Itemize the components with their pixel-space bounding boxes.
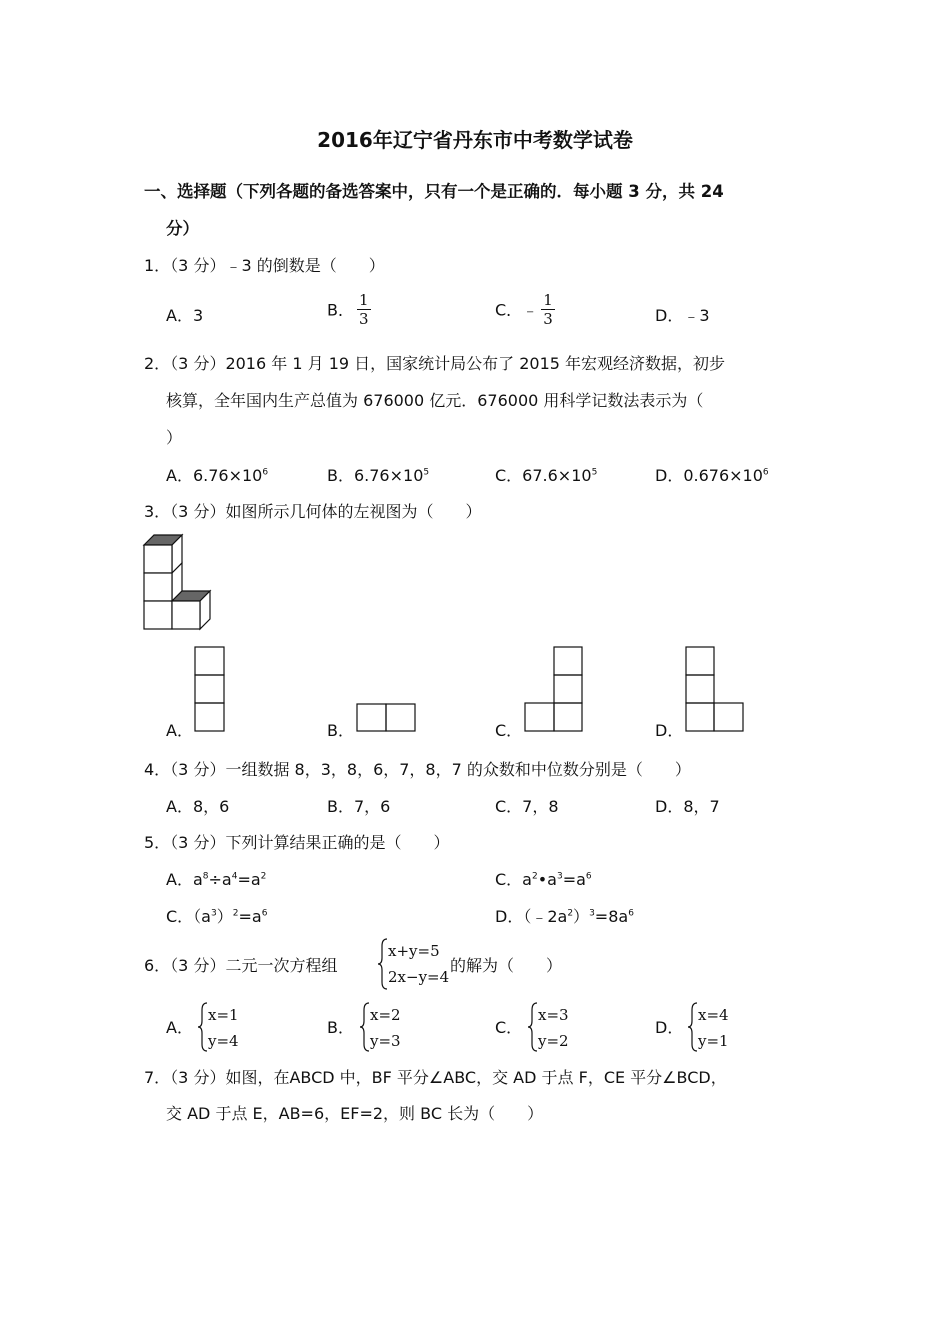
q6-option-d-label: D． (655, 1018, 684, 1037)
q4-option-b: B．7，6 (327, 797, 391, 816)
brace-icon (378, 938, 388, 990)
exponent: 2 (531, 871, 538, 882)
q6-system (378, 938, 449, 990)
exponent: 3 (556, 871, 563, 882)
equation-2: y=3 (370, 1032, 401, 1050)
exponent: 2 (567, 908, 574, 919)
brace-icon (688, 1002, 698, 1052)
equation-2: 2x−y=4 (388, 968, 450, 986)
q5-stem: 5．（3 分）下列计算结果正确的是（ ） (144, 833, 450, 852)
exponent: 6 (762, 467, 769, 478)
q6-option-a-system (198, 1002, 239, 1054)
equation-1: x=4 (698, 1006, 729, 1024)
q3-option-d-label: D． (655, 721, 684, 740)
text: =a (237, 870, 261, 889)
text: C．a (495, 870, 532, 889)
section-heading-cont: 分） (166, 219, 199, 238)
exponent: 2 (232, 908, 239, 919)
equation-system (688, 1002, 729, 1054)
q6-option-c-label: C． (495, 1018, 523, 1037)
q1-option-b (327, 293, 371, 327)
q3-solid-figure (144, 535, 214, 633)
q6-option-a-label: A． (166, 1018, 193, 1037)
q2-stem-line1: 2．（3 分）2016 年 1 月 19 日，国家统计局公布了 2015 年宏观经济数据，初步 (144, 354, 726, 373)
equation-1: x+y=5 (388, 942, 440, 960)
q1-option-a: A．3 (166, 306, 204, 325)
q1-option-b-fraction (357, 293, 371, 327)
q3-option-c-label: C． (495, 721, 523, 740)
text: C．（a (166, 907, 211, 926)
exponent: 4 (231, 871, 238, 882)
q2-option-d (655, 466, 769, 485)
q1-option-c-fraction (541, 293, 555, 327)
q1-option-b-label: B． (327, 300, 354, 320)
section-heading: 一、选择题（下列各题的备选答案中，只有一个是正确的．每小题 3 分，共 24 (144, 182, 724, 201)
q6-option-d-system (688, 1002, 729, 1054)
exponent: 6 (628, 908, 634, 919)
equation-system (360, 1002, 401, 1054)
equation-1: x=3 (538, 1006, 569, 1024)
text: ） (573, 907, 590, 926)
equation-system (528, 1002, 569, 1054)
exponent: 5 (591, 467, 598, 478)
text: =8a (594, 907, 629, 926)
text: A．a (166, 870, 203, 889)
q6-stem-post: 的解为（ ） (450, 956, 563, 975)
text: •a (537, 870, 557, 889)
q1-option-d: D．﹣3 (655, 306, 710, 325)
q2-option-c-text: C．67.6×10 (495, 466, 592, 485)
q5-option-a (166, 870, 266, 889)
q2-option-d-text: D．0.676×10 (655, 466, 763, 485)
q3-option-a-label: A． (166, 721, 193, 740)
q5-option-d (495, 907, 634, 926)
exponent: 6 (585, 871, 592, 882)
equation-1: x=1 (208, 1006, 239, 1024)
q5-option-b (495, 870, 592, 889)
q2-option-b (327, 466, 429, 485)
brace-icon (360, 1002, 370, 1052)
q2-option-c (495, 466, 597, 485)
brace-icon (198, 1002, 208, 1052)
denominator: 3 (543, 310, 553, 328)
q2-stem-line3: ） (166, 428, 183, 447)
q6-option-b-label: B． (327, 1018, 354, 1037)
numerator: 1 (358, 291, 369, 309)
page-title: 2016年辽宁省丹东市中考数学试卷 (317, 128, 633, 152)
text: =a (238, 907, 262, 926)
q7-stem-line1: 7．（3 分）如图，在ABCD 中，BF 平分∠ABC，交 AD 于点 F，CE 平分∠BCD， (144, 1068, 727, 1087)
text: D．（﹣2a (495, 907, 568, 926)
denominator: 3 (358, 310, 369, 328)
text: ） (216, 907, 233, 926)
exponent: 8 (202, 871, 209, 882)
q3-option-d-figure (686, 647, 746, 732)
exponent: 6 (262, 467, 269, 478)
q3-stem: 3．（3 分）如图所示几何体的左视图为（ ） (144, 502, 482, 521)
exponent: 6 (261, 908, 268, 919)
q1-option-c-label: C．﹣ (495, 300, 539, 320)
exponent: 5 (423, 467, 430, 478)
exponent: 3 (210, 908, 217, 919)
q2-option-a (166, 466, 268, 485)
equation-2: y=4 (208, 1032, 239, 1050)
q4-option-c: C．7，8 (495, 797, 559, 816)
q1-stem: 1．（3 分）﹣3 的倒数是（ ） (144, 256, 385, 275)
q4-option-a: A．8，6 (166, 797, 230, 816)
q6-option-b-system (360, 1002, 401, 1054)
equation-1: x=2 (370, 1006, 401, 1024)
q1-option-c (495, 293, 555, 327)
exponent: 2 (260, 871, 267, 882)
text: =a (562, 870, 586, 889)
q4-stem: 4．（3 分）一组数据 8，3，8，6，7，8，7 的众数和中位数分别是（ ） (144, 760, 691, 779)
numerator: 1 (543, 291, 553, 309)
exponent: 3 (589, 908, 595, 919)
q6-option-c-system (528, 1002, 569, 1054)
q5-option-c (166, 907, 267, 926)
q2-option-a-text: A．6.76×10 (166, 466, 263, 485)
q3-option-b-figure (357, 704, 417, 733)
q4-option-d: D．8，7 (655, 797, 720, 816)
equation-2: y=2 (538, 1032, 569, 1050)
brace-icon (528, 1002, 538, 1052)
equation-system (378, 938, 449, 990)
equation-system (198, 1002, 239, 1054)
q3-option-c-figure (525, 647, 585, 732)
q7-stem-line2: 交 AD 于点 E，AB=6，EF=2，则 BC 长为（ ） (166, 1104, 544, 1123)
q3-option-a-figure (195, 647, 225, 732)
q3-option-b-label: B． (327, 721, 354, 740)
text: ÷a (208, 870, 232, 889)
q2-option-b-text: B．6.76×10 (327, 466, 424, 485)
q2-stem-line2: 核算，全年国内生产总值为 676000 亿元．676000 用科学记数法表示为（ (166, 391, 704, 410)
q6-stem-pre: 6．（3 分）二元一次方程组 (144, 956, 338, 975)
equation-2: y=1 (698, 1032, 729, 1050)
